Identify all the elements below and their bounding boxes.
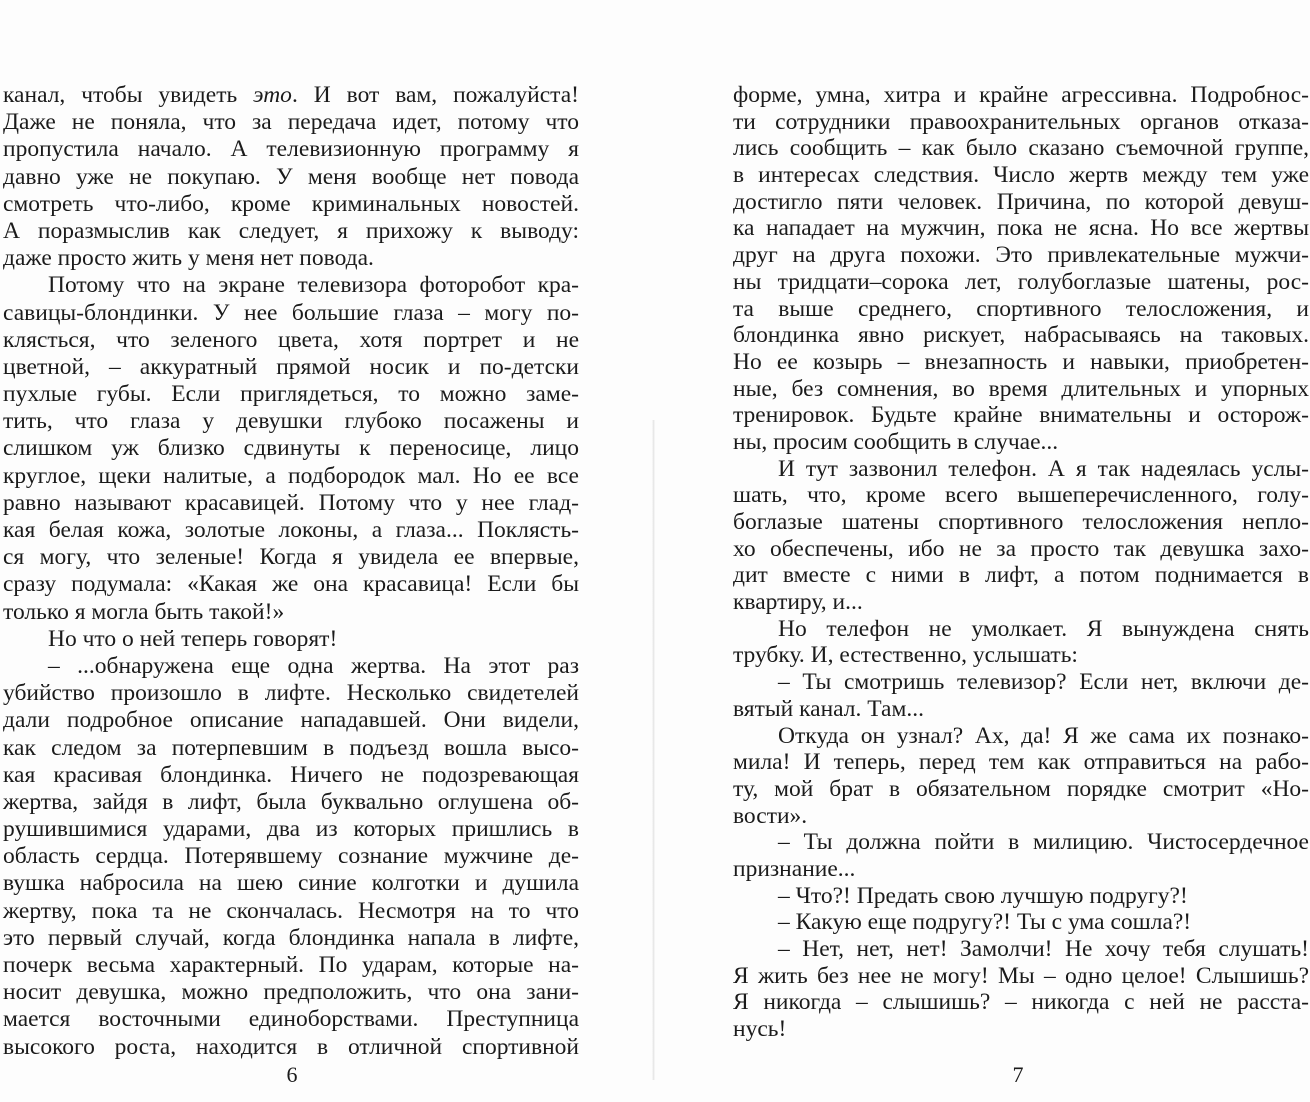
text-line: только я могла быть такой!»	[3, 598, 285, 625]
paragraph	[733, 82, 1309, 456]
text-line: И тут зазвонил телефон. А я так надеялась услы-	[778, 455, 1309, 482]
text-line: – Какую еще подругу?! Ты с ума сошла?!	[778, 909, 1192, 936]
page-text	[3, 82, 579, 1061]
paragraph	[733, 456, 1309, 616]
text-line: мила! И теперь, перед тем как отправиться на рабо-	[733, 749, 1309, 776]
text-line: Откуда он узнал? Ах, да! Я же сама их познако-	[778, 722, 1309, 749]
text-line: Потому что на экране телевизора фоторобот кра-	[48, 272, 579, 299]
text-line: боглазые шатены спортивного телосложения непло-	[733, 509, 1309, 535]
text-line: трубку. И, естественно, услышать:	[733, 642, 1078, 669]
text-line: жертва, зайдя в лифт, была буквально оглушена об-	[3, 788, 579, 815]
text-line: Я никогда – слышишь? – никогда с ней не расста-	[733, 989, 1309, 1016]
text-line: равно называют красавицей. Потому что у нее глад-	[3, 489, 579, 516]
text-line: признание...	[733, 855, 856, 882]
text-line: носит девушка, можно предположить, что она зани-	[3, 979, 579, 1006]
text-line: – Ты должна пойти в милицию. Чистосердечное	[778, 829, 1309, 856]
text-line: Даже не поняла, что за передача идет, потому что	[3, 109, 579, 136]
text-line: тренировок. Будьте крайне внимательны и осторож-	[733, 402, 1309, 429]
text-line: сразу подумала: «Какая же она красавица! Если бы	[3, 571, 579, 598]
page-text	[733, 82, 1309, 1043]
paragraph	[3, 626, 579, 653]
text-line: кая белая кожа, золотые локоны, а глаза... Поклясть-	[3, 517, 579, 543]
text-line: ся могу, что зеленые! Когда я увидела ее впервые,	[3, 544, 579, 571]
text-line: мается восточными единоборствами. Преступница	[3, 1006, 579, 1033]
paragraph	[3, 653, 579, 1061]
text-line: это первый случай, когда блондинка напала в лифте,	[3, 924, 579, 951]
text-line: хо обеспечены, ибо не за просто так девушка захо-	[733, 535, 1309, 562]
paragraph	[733, 909, 1309, 936]
text-line: круглое, щеки налитые, а подбородок мал. Но ее все	[3, 462, 579, 489]
text-line: дит вместе с ними в лифт, а потом поднимается в	[733, 562, 1309, 589]
text-line: Но что о ней теперь говорят!	[48, 625, 338, 652]
text-line: квартиру, и...	[733, 589, 863, 616]
text-line: тить, что глаза у девушки глубоко посажены и	[3, 408, 579, 435]
paragraph	[733, 616, 1309, 669]
book-page-right	[655, 0, 1310, 1102]
text-line: друг на друга похожи. Это привлекательные мужчи-	[733, 242, 1309, 269]
text-line: пропустила начало. А телевизионную программу я	[3, 136, 579, 163]
text-line: – Ты смотришь телевизор? Если нет, включи де-	[778, 669, 1309, 696]
paragraph	[733, 723, 1309, 830]
text-line: вятый канал. Там...	[733, 695, 924, 722]
text-line: А поразмыслив как следует, я прихожу к выводу:	[3, 217, 579, 244]
text-line: лись сообщить – как было сказано съемочной группе,	[733, 135, 1309, 162]
text-line: вушка набросила на шею синие колготки и душила	[3, 870, 579, 897]
text-line: в интересах следствия. Число жертв между тем уже	[733, 162, 1309, 189]
text-line: жертву, пока та не скончалась. Несмотря на то что	[3, 897, 579, 924]
text-line: – Нет, нет, нет! Замолчи! Не хочу тебя слушать!	[778, 936, 1309, 962]
paragraph	[733, 883, 1309, 910]
text-line: шать, что, кроме всего вышеперечисленного, голу-	[733, 482, 1309, 509]
text-line: вости».	[733, 802, 808, 829]
paragraph	[733, 669, 1309, 722]
paragraph	[733, 829, 1309, 882]
page-number: 7	[1012, 1062, 1024, 1087]
text-line: даже просто жить у меня нет повода.	[3, 245, 374, 272]
text-line: смотреть что-либо, кроме криминальных новостей.	[3, 190, 579, 217]
text-line: ту, мой брат в обязательном порядке смотрит «Но-	[733, 775, 1309, 802]
text-line: савицы-блондинки. У нее большие глаза – могу по-	[3, 299, 579, 326]
text-line: блондинка явно рискует, набрасываясь на таковых.	[733, 322, 1309, 349]
text-segment: канал, чтобы увидеть	[3, 82, 254, 108]
text-line: достигло пяти человек. Причина, по которой девуш-	[733, 188, 1309, 215]
text-line	[3, 82, 579, 109]
text-line: – Что?! Предать свою лучшую подругу?!	[778, 882, 1188, 909]
text-line: давно уже не покупаю. У меня вообще нет повода	[3, 163, 579, 190]
text-line: ти сотрудники правоохранительных органов отказа-	[733, 108, 1309, 135]
text-line: слишком уж близко сдвинуты к переносице, лицо	[3, 435, 579, 462]
paragraph	[733, 936, 1309, 1043]
text-line: почерк весьма характерный. По ударам, которые на-	[3, 952, 579, 978]
text-line: область сердца. Потерявшему сознание мужчине де-	[3, 843, 579, 870]
page-number: 6	[286, 1062, 298, 1087]
text-line: та выше среднего, спортивного телосложения, и	[733, 295, 1309, 322]
text-line: убийство произошло в лифте. Несколько свидетелей	[3, 680, 579, 707]
text-line: Но ее козырь – внезапность и навыки, приобретен-	[733, 348, 1309, 375]
text-line: клясться, что зеленого цвета, хотя портрет и не	[3, 326, 579, 353]
text-line: Я жить без нее не могу! Мы – одно целое! Слышишь?	[733, 962, 1309, 989]
text-line: рушившимися ударами, два из которых пришлись в	[3, 816, 579, 843]
text-line: как следом за потерпевшим в подъезд вошла высо-	[3, 734, 579, 761]
emphasized-text: это	[253, 82, 292, 108]
paragraph	[3, 272, 579, 625]
text-line: нусь!	[733, 1016, 787, 1043]
text-line: Но телефон не умолкает. Я вынуждена снять	[778, 615, 1309, 642]
text-line: кая красивая блондинка. Ничего не подозревающая	[3, 761, 579, 788]
text-line: – ...обнаружена еще одна жертва. На этот раз	[48, 652, 579, 679]
text-line: ны тридцати–сорока лет, голубоглазые шатены, рос-	[733, 268, 1309, 295]
text-line: ка нападает на мужчин, пока не ясна. Но все жертвы	[733, 215, 1309, 242]
text-line: высокого роста, находится в отличной спортивной	[3, 1033, 579, 1060]
text-line: цветной, – аккуратный прямой носик и по-детски	[3, 353, 579, 380]
text-line: форме, умна, хитра и крайне агрессивна. Подробнос-	[733, 82, 1309, 108]
text-line: дали подробное описание нападавшей. Они видели,	[3, 707, 579, 734]
text-segment: . И вот вам, пожалуйста!	[291, 82, 579, 108]
text-line: пухлые губы. Если приглядеться, то можно заме-	[3, 381, 579, 408]
paragraph	[3, 82, 579, 272]
text-line: ны, просим сообщить в случае...	[733, 428, 1059, 455]
text-line: ные, без сомнения, во время длительных и упорных	[733, 375, 1309, 402]
